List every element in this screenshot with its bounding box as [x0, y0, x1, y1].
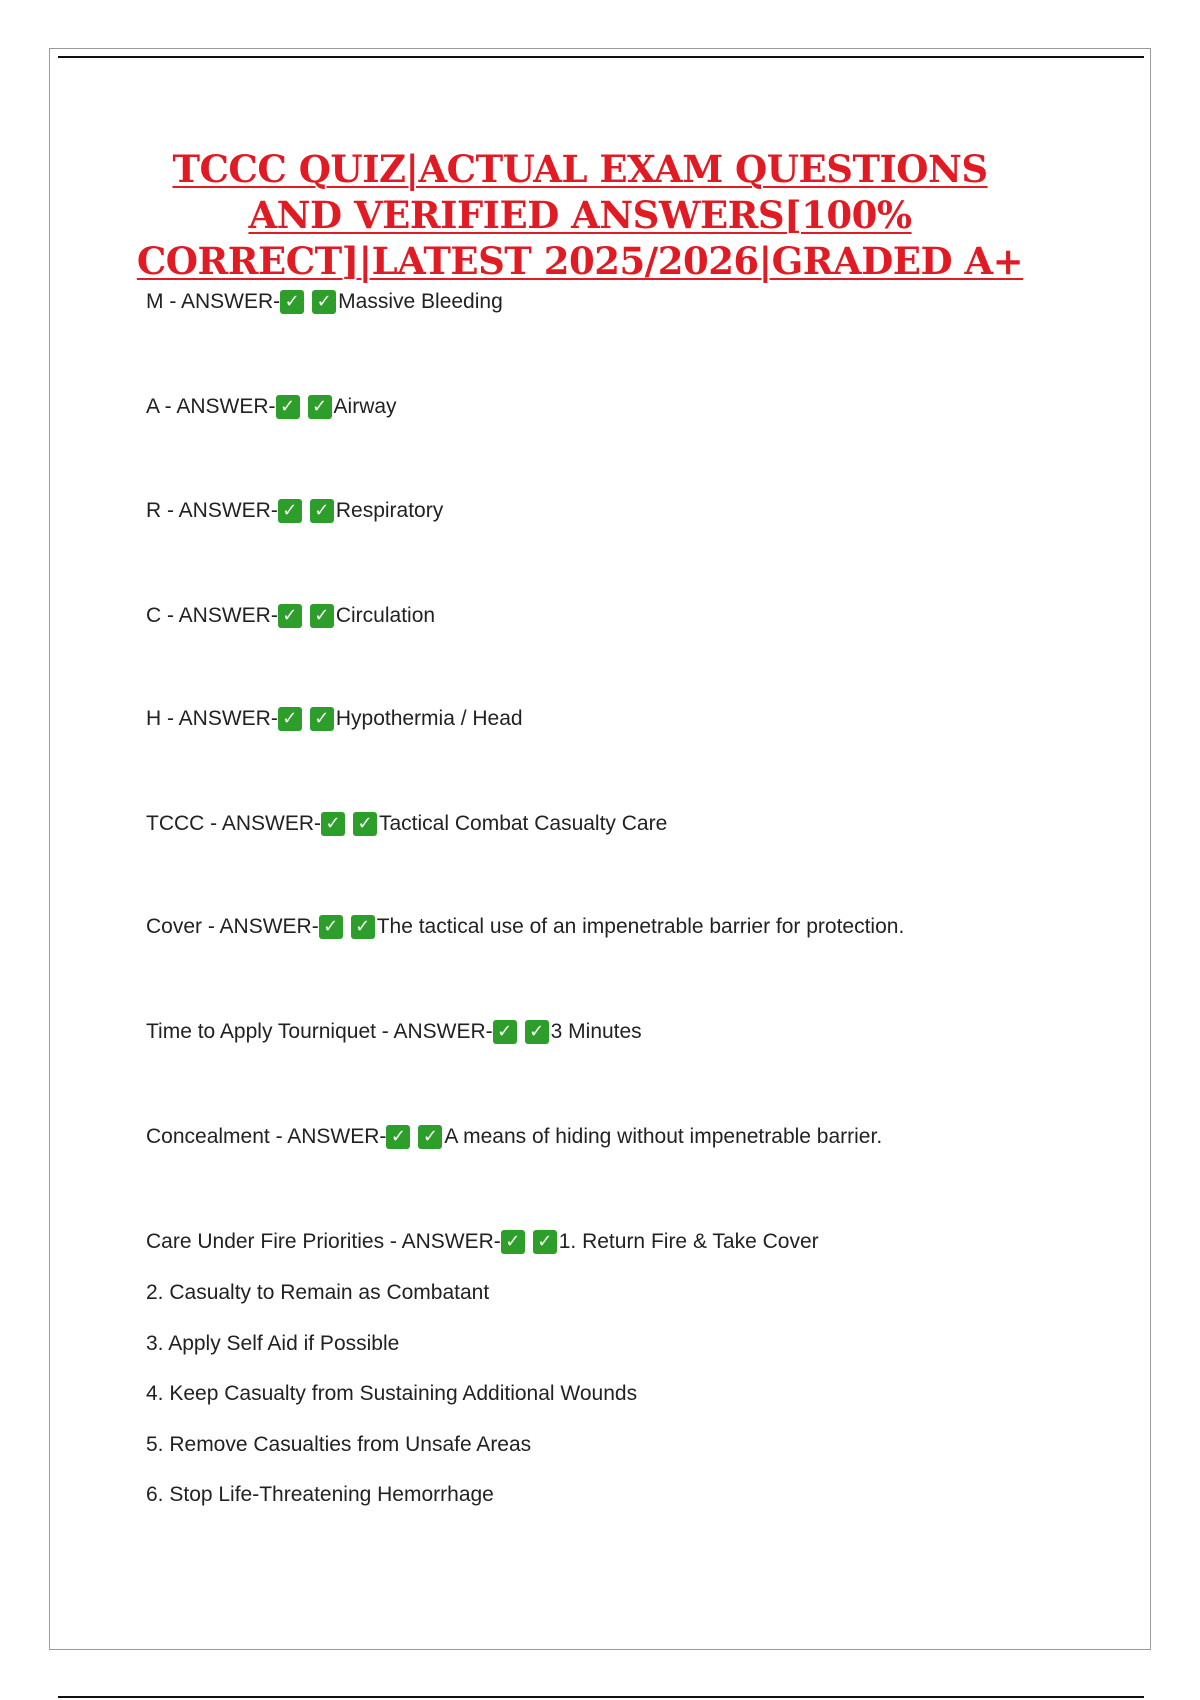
checkmark-icon: ✓: [501, 1230, 525, 1254]
qa-answer: The tactical use of an impenetrable barrier for protection.: [376, 915, 905, 938]
list-item: 4. Keep Casualty from Sustaining Additional Wounds: [146, 1382, 638, 1405]
bottom-rule: [58, 1696, 1144, 1698]
checkmark-icon: ✓: [276, 395, 300, 419]
checkmark-icon: ✓: [321, 812, 345, 836]
qa-item: [146, 288, 503, 316]
qa-item: [146, 393, 397, 421]
checkmark-icon: ✓: [353, 812, 377, 836]
qa-answer: Respiratory: [335, 499, 444, 522]
checkmark-icon: ✓: [533, 1230, 557, 1254]
list-item: 6. Stop Life-Threatening Hemorrhage: [146, 1483, 494, 1506]
title-line-3: CORRECT]|LATEST 2025/2026|GRADED A+: [136, 239, 1024, 283]
checkmark-icon: ✓: [319, 915, 343, 939]
list-item: 5. Remove Casualties from Unsafe Areas: [146, 1433, 532, 1456]
qa-prompt: C - ANSWER-: [146, 604, 278, 627]
qa-answer: A means of hiding without impenetrable barrier.: [444, 1125, 883, 1148]
checkmark-icon: ✓: [278, 499, 302, 523]
qa-prompt: H - ANSWER-: [146, 707, 278, 730]
document-title: [130, 146, 1030, 284]
qa-item: [146, 810, 667, 838]
checkmark-icon: ✓: [386, 1125, 410, 1149]
qa-item: [146, 1018, 642, 1046]
qa-item: [146, 705, 523, 733]
qa-prompt: Time to Apply Tourniquet - ANSWER-: [146, 1020, 493, 1043]
checkmark-icon: ✓: [351, 915, 375, 939]
checkmark-icon: ✓: [308, 395, 332, 419]
qa-answer: Massive Bleeding: [338, 290, 503, 313]
checkmark-icon: ✓: [310, 499, 334, 523]
qa-answer: Tactical Combat Casualty Care: [379, 812, 668, 835]
qa-answer: 1. Return Fire & Take Cover: [558, 1230, 819, 1253]
qa-prompt: M - ANSWER-: [146, 290, 281, 313]
checkmark-icon: ✓: [310, 707, 334, 731]
qa-item: [146, 1123, 882, 1151]
qa-item: [146, 1228, 819, 1256]
list-item: 3. Apply Self Aid if Possible: [146, 1332, 400, 1355]
title-line-1: TCCC QUIZ|ACTUAL EXAM QUESTIONS: [172, 147, 988, 191]
qa-answer: Circulation: [335, 604, 436, 627]
checkmark-icon: ✓: [525, 1020, 549, 1044]
title-line-2: AND VERIFIED ANSWERS[100%: [248, 193, 912, 237]
qa-answer: Hypothermia / Head: [335, 707, 523, 730]
qa-item: [146, 913, 904, 941]
checkmark-icon: ✓: [418, 1125, 442, 1149]
checkmark-icon: ✓: [312, 290, 336, 314]
qa-prompt: Cover - ANSWER-: [146, 915, 319, 938]
qa-item: [146, 497, 443, 525]
qa-item: [146, 602, 435, 630]
qa-prompt: R - ANSWER-: [146, 499, 278, 522]
qa-prompt: A - ANSWER-: [146, 395, 276, 418]
qa-prompt: Concealment - ANSWER-: [146, 1125, 387, 1148]
qa-answer: 3 Minutes: [550, 1020, 642, 1043]
checkmark-icon: ✓: [493, 1020, 517, 1044]
checkmark-icon: ✓: [310, 604, 334, 628]
checkmark-icon: ✓: [280, 290, 304, 314]
top-rule: [58, 56, 1144, 58]
qa-answer: Airway: [333, 395, 397, 418]
qa-prompt: Care Under Fire Priorities - ANSWER-: [146, 1230, 501, 1253]
checkmark-icon: ✓: [278, 604, 302, 628]
list-item: 2. Casualty to Remain as Combatant: [146, 1281, 490, 1304]
qa-prompt: TCCC - ANSWER-: [146, 812, 321, 835]
checkmark-icon: ✓: [278, 707, 302, 731]
